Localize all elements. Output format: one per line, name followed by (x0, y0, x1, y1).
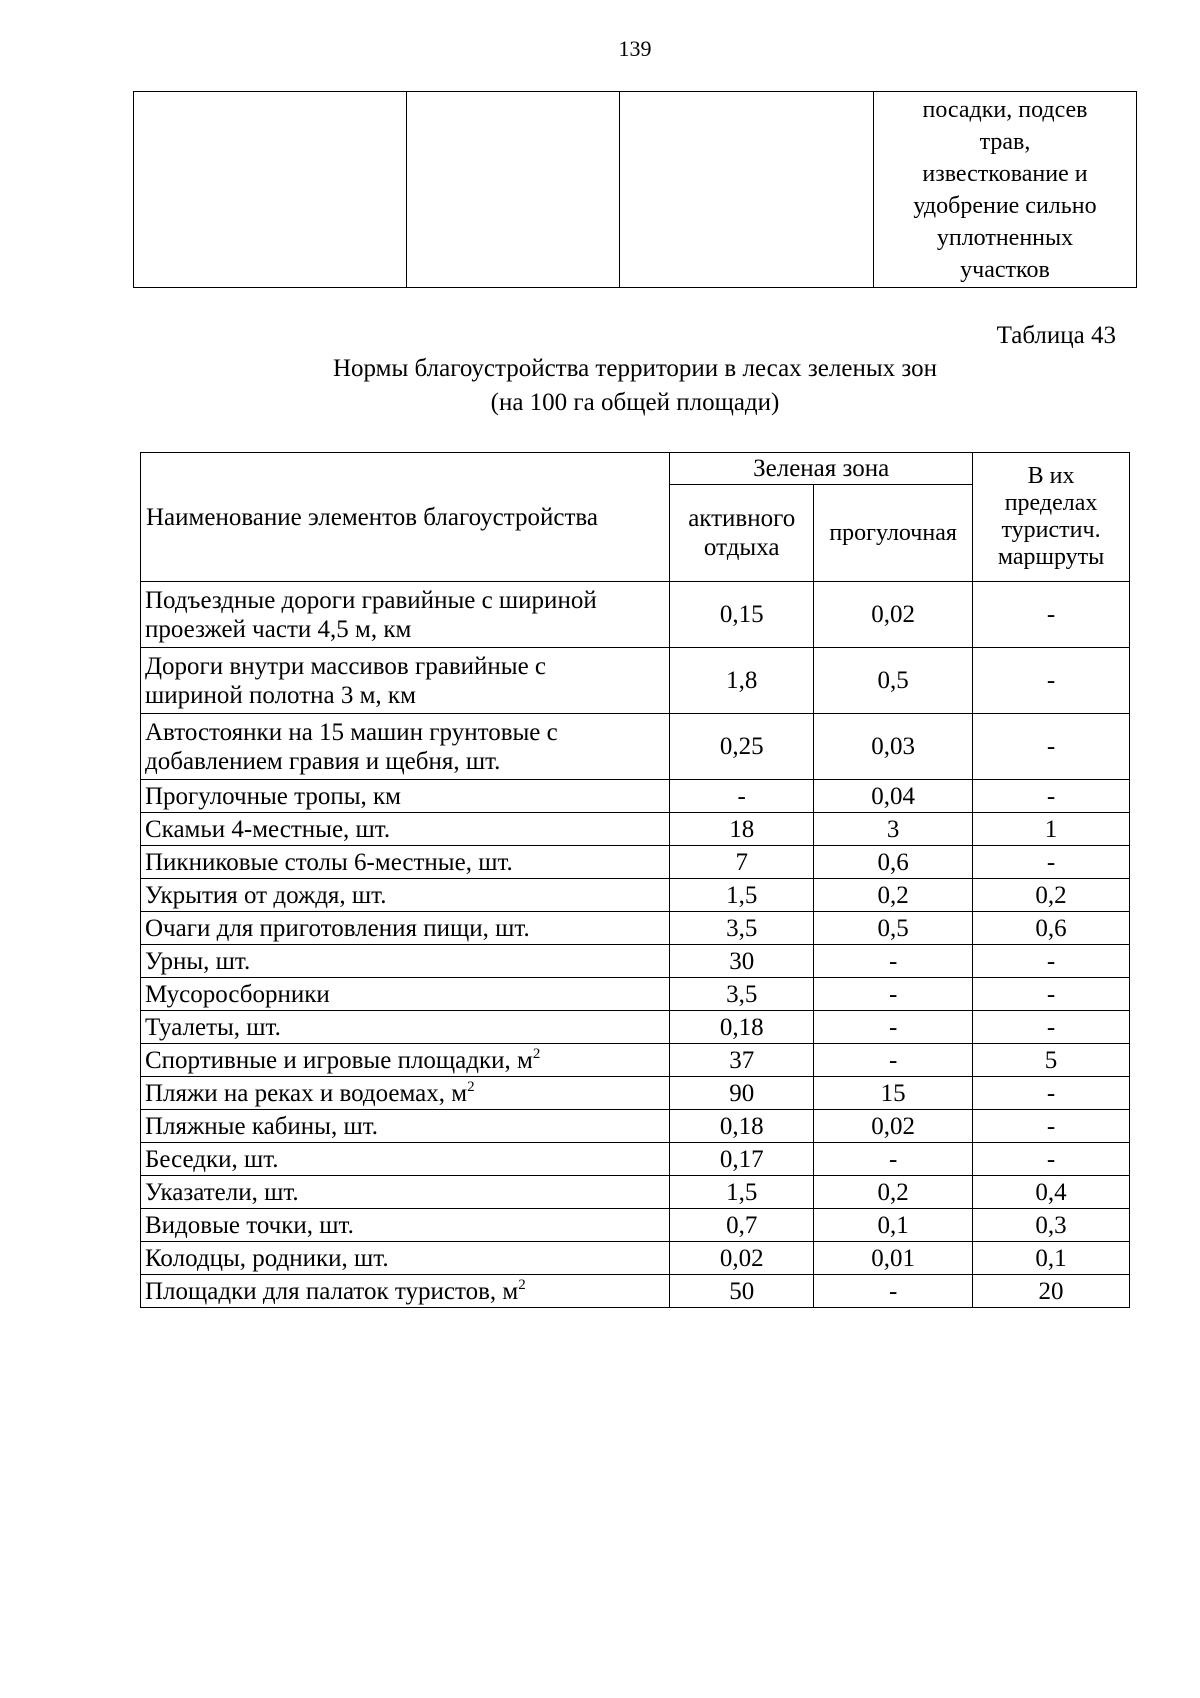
row-name (141, 1143, 670, 1176)
unit-exponent: 2 (518, 1276, 526, 1293)
row-name-text: проезжей части 4,5 м, км (145, 615, 412, 643)
row-name-line (145, 1046, 669, 1075)
header-line: отдыха (703, 534, 780, 561)
value-walking: 0,2 (814, 879, 973, 912)
header-line: активного (688, 505, 796, 532)
row-name (141, 1242, 670, 1275)
value-active: 50 (670, 1275, 814, 1308)
table-title: Нормы благоустройства территории в лесах зеленых зон (332, 355, 938, 382)
value-tourist: 0,3 (973, 1209, 1130, 1242)
table-row (141, 1044, 1130, 1077)
value-active: 0,7 (670, 1209, 814, 1242)
row-name-text: Спортивные и игровые площадки, м (145, 1046, 533, 1074)
row-name (141, 1110, 670, 1143)
table-row (141, 1143, 1130, 1176)
row-name-text: Туалеты, шт. (145, 1013, 281, 1041)
row-name-text: Пляжи на реках и водоемах, м (145, 1079, 468, 1107)
table-row (141, 813, 1130, 846)
row-name-line (145, 1013, 669, 1042)
table-cell (407, 92, 620, 288)
table-cell (134, 92, 407, 288)
row-name-line (145, 881, 669, 910)
value-active: 37 (670, 1044, 814, 1077)
value-walking: - (814, 978, 973, 1011)
row-name-text: Площадки для палаток туристов, м (145, 1277, 519, 1305)
row-name-line (145, 914, 669, 943)
value-tourist: 0,4 (973, 1176, 1130, 1209)
text-line: трав, (979, 129, 1031, 155)
value-walking: - (814, 1143, 973, 1176)
row-name-text: Укрытия от дождя, шт. (145, 881, 387, 909)
row-name (141, 1077, 670, 1110)
row-name (141, 582, 670, 648)
text-line: известкование и (922, 161, 1088, 187)
continuation-table (133, 91, 1137, 288)
table-cell (620, 92, 874, 288)
value-walking: 0,02 (814, 1110, 973, 1143)
table-row (141, 879, 1130, 912)
norms-table (140, 452, 1130, 1308)
table-row (141, 1242, 1130, 1275)
row-name (141, 780, 670, 813)
table-row (141, 912, 1130, 945)
value-tourist: - (973, 1143, 1130, 1176)
value-tourist: 0,6 (973, 912, 1130, 945)
table-row (141, 648, 1130, 714)
row-name-line (145, 652, 669, 681)
value-active: 7 (670, 846, 814, 879)
value-active: 90 (670, 1077, 814, 1110)
value-walking: 0,1 (814, 1209, 973, 1242)
row-name (141, 1011, 670, 1044)
value-active: 1,8 (670, 648, 814, 714)
row-name (141, 714, 670, 780)
header-within-tourist (973, 453, 1130, 582)
header-name: Наименование элементов благоустройства (141, 453, 670, 582)
table-cell (874, 92, 1137, 288)
value-tourist: - (973, 846, 1130, 879)
table-row (141, 846, 1130, 879)
value-tourist: - (973, 714, 1130, 780)
row-name-line (145, 782, 669, 811)
value-tourist: 0,1 (973, 1242, 1130, 1275)
value-tourist: 0,2 (973, 879, 1130, 912)
row-name-text: Колодцы, родники, шт. (145, 1244, 389, 1272)
table-row (141, 945, 1130, 978)
value-tourist: - (973, 582, 1130, 648)
value-walking: 0,04 (814, 780, 973, 813)
table-caption: Таблица 43 (996, 322, 1116, 349)
row-name (141, 945, 670, 978)
row-name (141, 813, 670, 846)
row-name (141, 846, 670, 879)
unit-exponent: 2 (467, 1078, 475, 1095)
row-name-text: Прогулочные тропы, км (145, 782, 402, 810)
header-line: маршруты (997, 544, 1105, 570)
row-name-text: Пляжные кабины, шт. (145, 1112, 379, 1140)
value-walking: 0,6 (814, 846, 973, 879)
row-name-line (145, 1079, 669, 1108)
table-row (141, 780, 1130, 813)
row-name-line (145, 747, 669, 776)
row-name-line (145, 1277, 669, 1306)
value-tourist: 1 (973, 813, 1130, 846)
header-walking: прогулочная (814, 485, 973, 582)
value-tourist: - (973, 978, 1130, 1011)
row-name (141, 978, 670, 1011)
table-row (141, 582, 1130, 648)
value-tourist: - (973, 1077, 1130, 1110)
value-active: 0,15 (670, 582, 814, 648)
value-active: 0,02 (670, 1242, 814, 1275)
value-tourist: - (973, 1011, 1130, 1044)
row-name-line (145, 1112, 669, 1141)
row-name-line (145, 718, 669, 747)
value-walking: - (814, 1011, 973, 1044)
value-walking: 0,01 (814, 1242, 973, 1275)
value-active: 18 (670, 813, 814, 846)
header-line: туристич. (1001, 517, 1101, 543)
row-name (141, 1176, 670, 1209)
header-green-zone: Зеленая зона (670, 453, 973, 485)
row-name-line (145, 1178, 669, 1207)
table-row (141, 1209, 1130, 1242)
row-name-text: добавлением гравия и щебня, шт. (145, 747, 501, 775)
header-line: пределах (1004, 490, 1098, 516)
row-name (141, 1275, 670, 1308)
value-tourist: 5 (973, 1044, 1130, 1077)
text-line: уплотненных (936, 225, 1074, 251)
table-row (141, 1077, 1130, 1110)
value-tourist: 20 (973, 1275, 1130, 1308)
row-name-text: Урны, шт. (145, 947, 251, 975)
value-active: 0,18 (670, 1011, 814, 1044)
row-name-text: Автостоянки на 15 машин грунтовые с (145, 718, 558, 746)
value-active: 1,5 (670, 879, 814, 912)
value-walking: - (814, 1044, 973, 1077)
value-active: 30 (670, 945, 814, 978)
value-walking: - (814, 1275, 973, 1308)
row-name-line (145, 586, 669, 615)
value-tourist: - (973, 1110, 1130, 1143)
table-row (141, 714, 1130, 780)
row-name (141, 648, 670, 714)
row-name-line (145, 1244, 669, 1273)
row-name-line (145, 681, 669, 710)
row-name (141, 879, 670, 912)
row-name-text: шириной полотна 3 м, км (145, 681, 416, 709)
value-active: - (670, 780, 814, 813)
value-walking: 0,5 (814, 912, 973, 945)
text-line: посадки, подсев (922, 97, 1088, 123)
table-row (141, 1011, 1130, 1044)
row-name-line (145, 980, 669, 1009)
value-active: 3,5 (670, 978, 814, 1011)
row-name-text: Указатели, шт. (145, 1178, 299, 1206)
table-row (141, 1275, 1130, 1308)
value-walking: 15 (814, 1077, 973, 1110)
value-active: 1,5 (670, 1176, 814, 1209)
row-name-text: Подъездные дороги гравийные с шириной (145, 586, 597, 614)
value-walking: 0,2 (814, 1176, 973, 1209)
value-walking: 0,5 (814, 648, 973, 714)
value-tourist: - (973, 780, 1130, 813)
value-active: 0,18 (670, 1110, 814, 1143)
header-active (670, 485, 814, 582)
row-name (141, 1044, 670, 1077)
table-row (141, 1110, 1130, 1143)
text-line: удобрение сильно (913, 193, 1097, 219)
table-row (141, 978, 1130, 1011)
row-name-text: Мусоросборники (145, 980, 330, 1008)
header-row (141, 453, 1130, 485)
row-name-text: Дороги внутри массивов гравийные с (145, 652, 547, 680)
value-active: 0,25 (670, 714, 814, 780)
row-name-text: Беседки, шт. (145, 1145, 279, 1173)
row-name-text: Очаги для приготовления пищи, шт. (145, 914, 530, 942)
row-name (141, 1209, 670, 1242)
value-tourist: - (973, 648, 1130, 714)
row-name-text: Скамьи 4-местные, шт. (145, 815, 391, 843)
row-name-line (145, 815, 669, 844)
value-walking: 0,02 (814, 582, 973, 648)
value-walking: - (814, 945, 973, 978)
value-active: 3,5 (670, 912, 814, 945)
row-name-line (145, 947, 669, 976)
row-name-line (145, 1211, 669, 1240)
row-name-line (145, 848, 669, 877)
table-subtitle: (на 100 га общей площади) (490, 389, 780, 416)
value-walking: 3 (814, 813, 973, 846)
unit-exponent: 2 (532, 1045, 541, 1062)
row-name-text: Видовые точки, шт. (145, 1211, 354, 1239)
row-name-line (145, 615, 669, 644)
value-walking: 0,03 (814, 714, 973, 780)
table-row (141, 1176, 1130, 1209)
value-active: 0,17 (670, 1143, 814, 1176)
text-line: участков (960, 257, 1050, 283)
page-number: 139 (618, 36, 652, 61)
continuation-text (874, 94, 1136, 286)
row-name-line (145, 1145, 669, 1174)
table-body (141, 582, 1130, 1308)
value-tourist: - (973, 945, 1130, 978)
row-name (141, 912, 670, 945)
table-row (134, 92, 1137, 288)
header-line: В их (1027, 463, 1075, 489)
row-name-text: Пикниковые столы 6-местные, шт. (145, 848, 513, 876)
